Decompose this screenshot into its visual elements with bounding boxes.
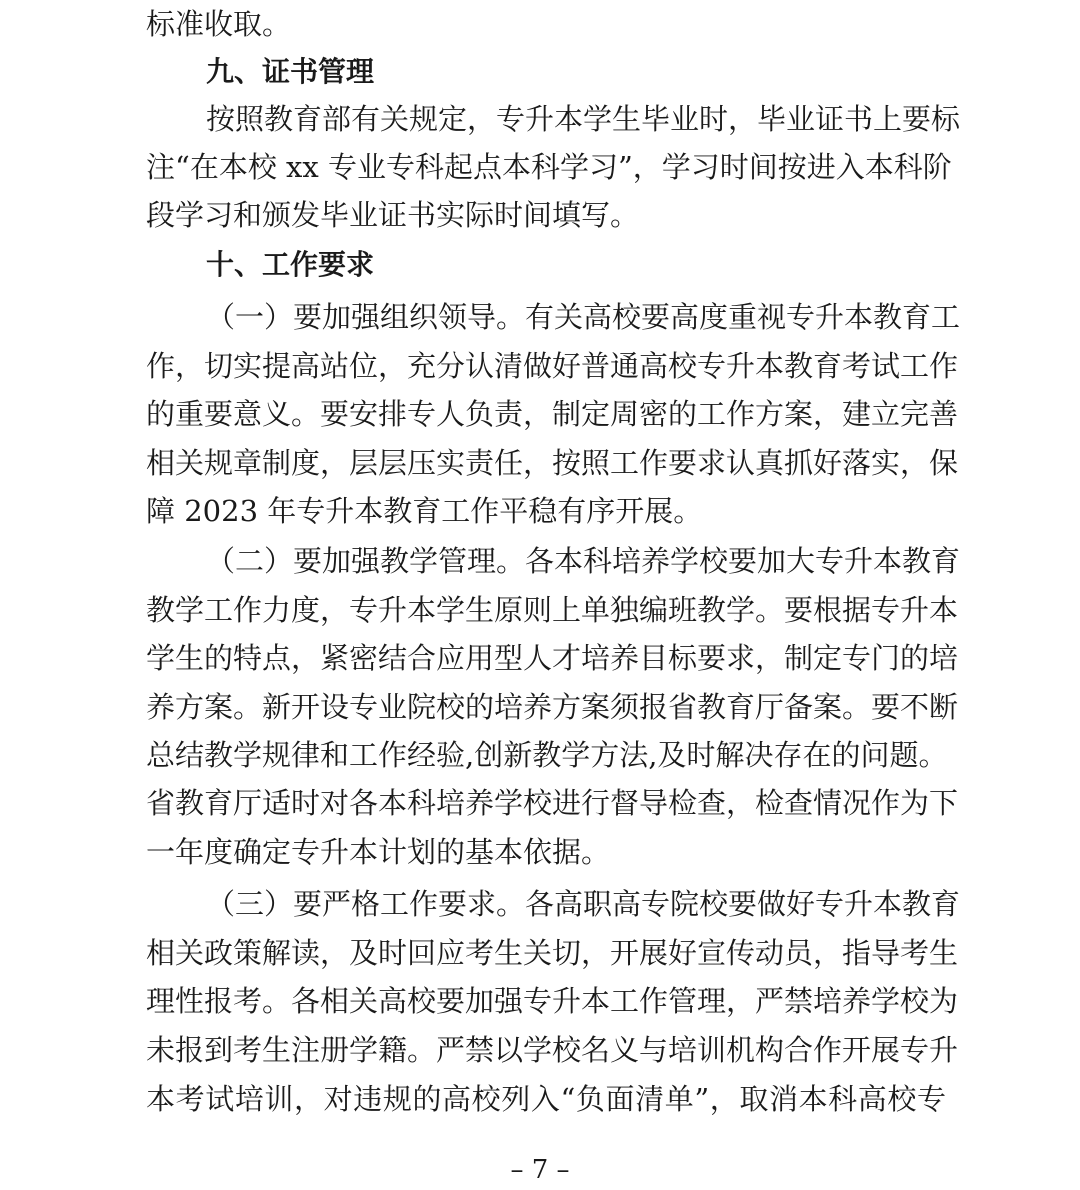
text-line-item2-7: 一年度确定专升本计划的基本依据。 [146,835,611,869]
text-line-item2-1: （二）要加强教学管理。各本科培养学校要加大专升本教育 [206,544,961,578]
text-line-item1-5: 障 2023 年专升本教育工作平稳有序开展。 [146,494,703,528]
text-line-item3-5: 本考试培训，对违规的高校列入“负面清单”，取消本科高校专 [146,1082,946,1116]
text-line-fee-standard: 标准收取。 [146,7,292,41]
text-line-certificate-3: 段学习和颁发毕业证书实际时间填写。 [146,198,640,232]
text-line-item1-2: 作，切实提高站位，充分认清做好普通高校专升本教育考试工作 [146,349,959,383]
text-line-item1-4: 相关规章制度，层层压实责任，按照工作要求认真抓好落实，保 [146,446,959,480]
text-line-certificate-2: 注“在本校 xx 专业专科起点本科学习”，学习时间按进入本科阶 [146,150,952,184]
text-line-item2-3: 学生的特点，紧密结合应用型人才培养目标要求，制定专门的培 [146,641,959,675]
text-line-item2-4: 养方案。新开设专业院校的培养方案须报省教育厅备案。要不断 [146,690,959,724]
text-line-item3-2: 相关政策解读，及时回应考生关切，开展好宣传动员，指导考生 [146,936,959,970]
text-line-item1-3: 的重要意义。要安排专人负责，制定周密的工作方案，建立完善 [146,397,959,431]
text-line-certificate-1: 按照教育部有关规定，专升本学生毕业时，毕业证书上要标 [206,102,961,136]
text-line-item3-3: 理性报考。各相关高校要加强专升本工作管理，严禁培养学校为 [146,984,959,1018]
page-number: – 7 – [510,1155,570,1185]
text-line-item3-1: （三）要严格工作要求。各高职高专院校要做好专升本教育 [206,887,961,921]
text-line-item2-2: 教学工作力度，专升本学生原则上单独编班教学。要根据专升本 [146,593,959,627]
text-line-item2-6: 省教育厅适时对各本科培养学校进行督导检查，检查情况作为下 [146,786,959,820]
section-heading-certificate-management: 九、证书管理 [206,55,375,88]
text-line-item2-5: 总结教学规律和工作经验,创新教学方法,及时解决存在的问题。 [146,738,948,772]
section-heading-work-requirements: 十、工作要求 [206,248,375,281]
text-line-item1-1: （一）要加强组织领导。有关高校要高度重视专升本教育工 [206,300,961,334]
text-line-item3-4: 未报到考生注册学籍。严禁以学校名义与培训机构合作开展专升 [146,1033,959,1067]
